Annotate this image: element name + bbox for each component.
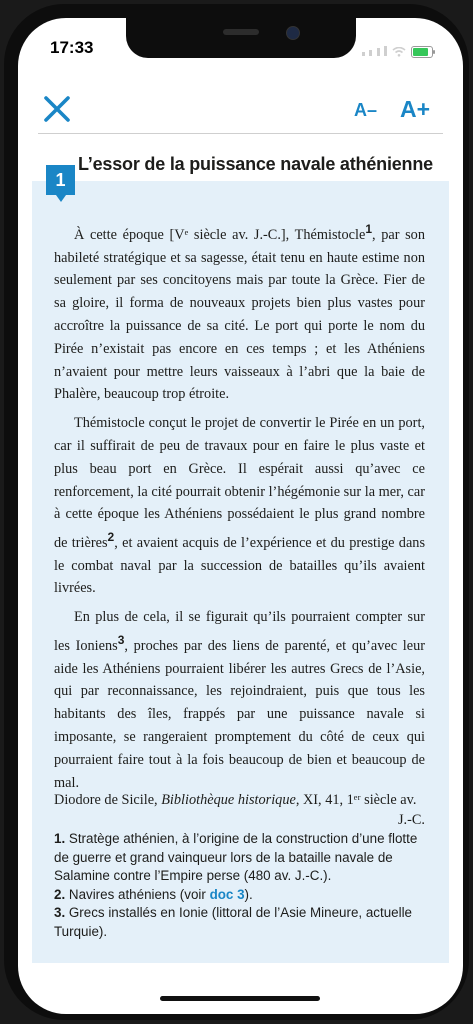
footnote-ref-1: 1 — [365, 222, 372, 236]
battery-icon — [411, 46, 433, 58]
document-title: L’essor de la puissance navale athénienne — [78, 154, 433, 174]
font-increase-button[interactable]: A+ — [400, 96, 431, 122]
document-number-badge: 1 — [46, 165, 75, 195]
paragraph-1: À cette époque [Vᵉ siècle av. J.-C.], Thémistocle$^1$, par son habileté stratégique et sa sagesse, était tenu en haute estime non seulement par ses concitoyens mais par toute la Grèce. Fier de sa gloire, il forma de nouveaux projets bien plus vastes pour accroître la puissance de sa cité. Le port qui porte le nom du Pirée n’existait pas encore en ces temps ; et les Athéniens n’avaient pour mettre leurs vaisseaux à l’abri que la baie de Phalère, beaucoup trop étroite. — [54, 222, 425, 403]
footnote-2: 2. Navires athéniens (voir doc 3). — [54, 886, 253, 902]
notch — [126, 18, 356, 58]
speaker — [223, 29, 259, 35]
font-decrease-button[interactable]: A– — [354, 100, 378, 120]
phone-bezel — [4, 4, 469, 1020]
doc-3-link[interactable]: doc 3 — [209, 886, 245, 902]
status-icons — [362, 43, 433, 61]
close-icon[interactable] — [42, 94, 72, 124]
footnote-1: 1. Stratège athénien, à l’origine de la construction d’une flotte de guerre et grand vainqueur lors de la bataille navale de Salamine contre l’Empire perse (480 av. J.-C.). — [54, 831, 418, 883]
toolbar — [18, 78, 463, 128]
toolbar-divider — [38, 133, 443, 134]
screen — [18, 18, 463, 1014]
footnote-ref-3: 3 — [117, 633, 125, 648]
front-camera — [286, 26, 300, 40]
wifi-icon — [392, 47, 406, 57]
paragraph-2: Thémistocle conçut le projet de convertir le Pirée en un port, car il suffirait de peu de travaux pour en faire le plus vaste et plus beau port en Grèce. Il espérait aussi qu’avec ce renforcement, la cité pourrait obtenir l’hégémonie sur la mer, car à cette époque les Athéniens possédaient le plus grand nombre de trières$^2$, et avaient acquis de l’expérience et du prestige dans le combat naval par la succession de batailles qu’ils avaient livrées. — [54, 415, 426, 597]
footnote-ref-2: 2 — [107, 530, 115, 545]
footnotes — [54, 830, 425, 941]
source-citation: Diodore de Sicile, Bibliothèque historique, XI, 41, 1ᵉʳ siècle av. J.-C. — [54, 792, 425, 828]
paragraph-3: En plus de cela, il se figurait qu’ils pourraient compter sur les Ioniens$^3$, proches par des liens de parenté, et qu’avec leur aide les Athéniens pourraient libérer les autres Grecs de l’Asie, qui par reconnaissance, les rejoindraient, puis que tous les habitants des îles, frappés par une puissance navale si imposante, se rangeraient promptement du côté de ceux qui pourraient faire tout à la fois beaucoup de bien et beaucoup de mal. — [54, 609, 425, 791]
signal-icon — [362, 43, 387, 61]
footnote-3: 3. Grecs installés en Ionie (littoral de l’Asie Mineure, actuelle Turquie). — [54, 905, 413, 939]
document-body — [54, 218, 425, 800]
status-time: 17:33 — [50, 38, 94, 57]
home-indicator[interactable] — [160, 996, 320, 1001]
